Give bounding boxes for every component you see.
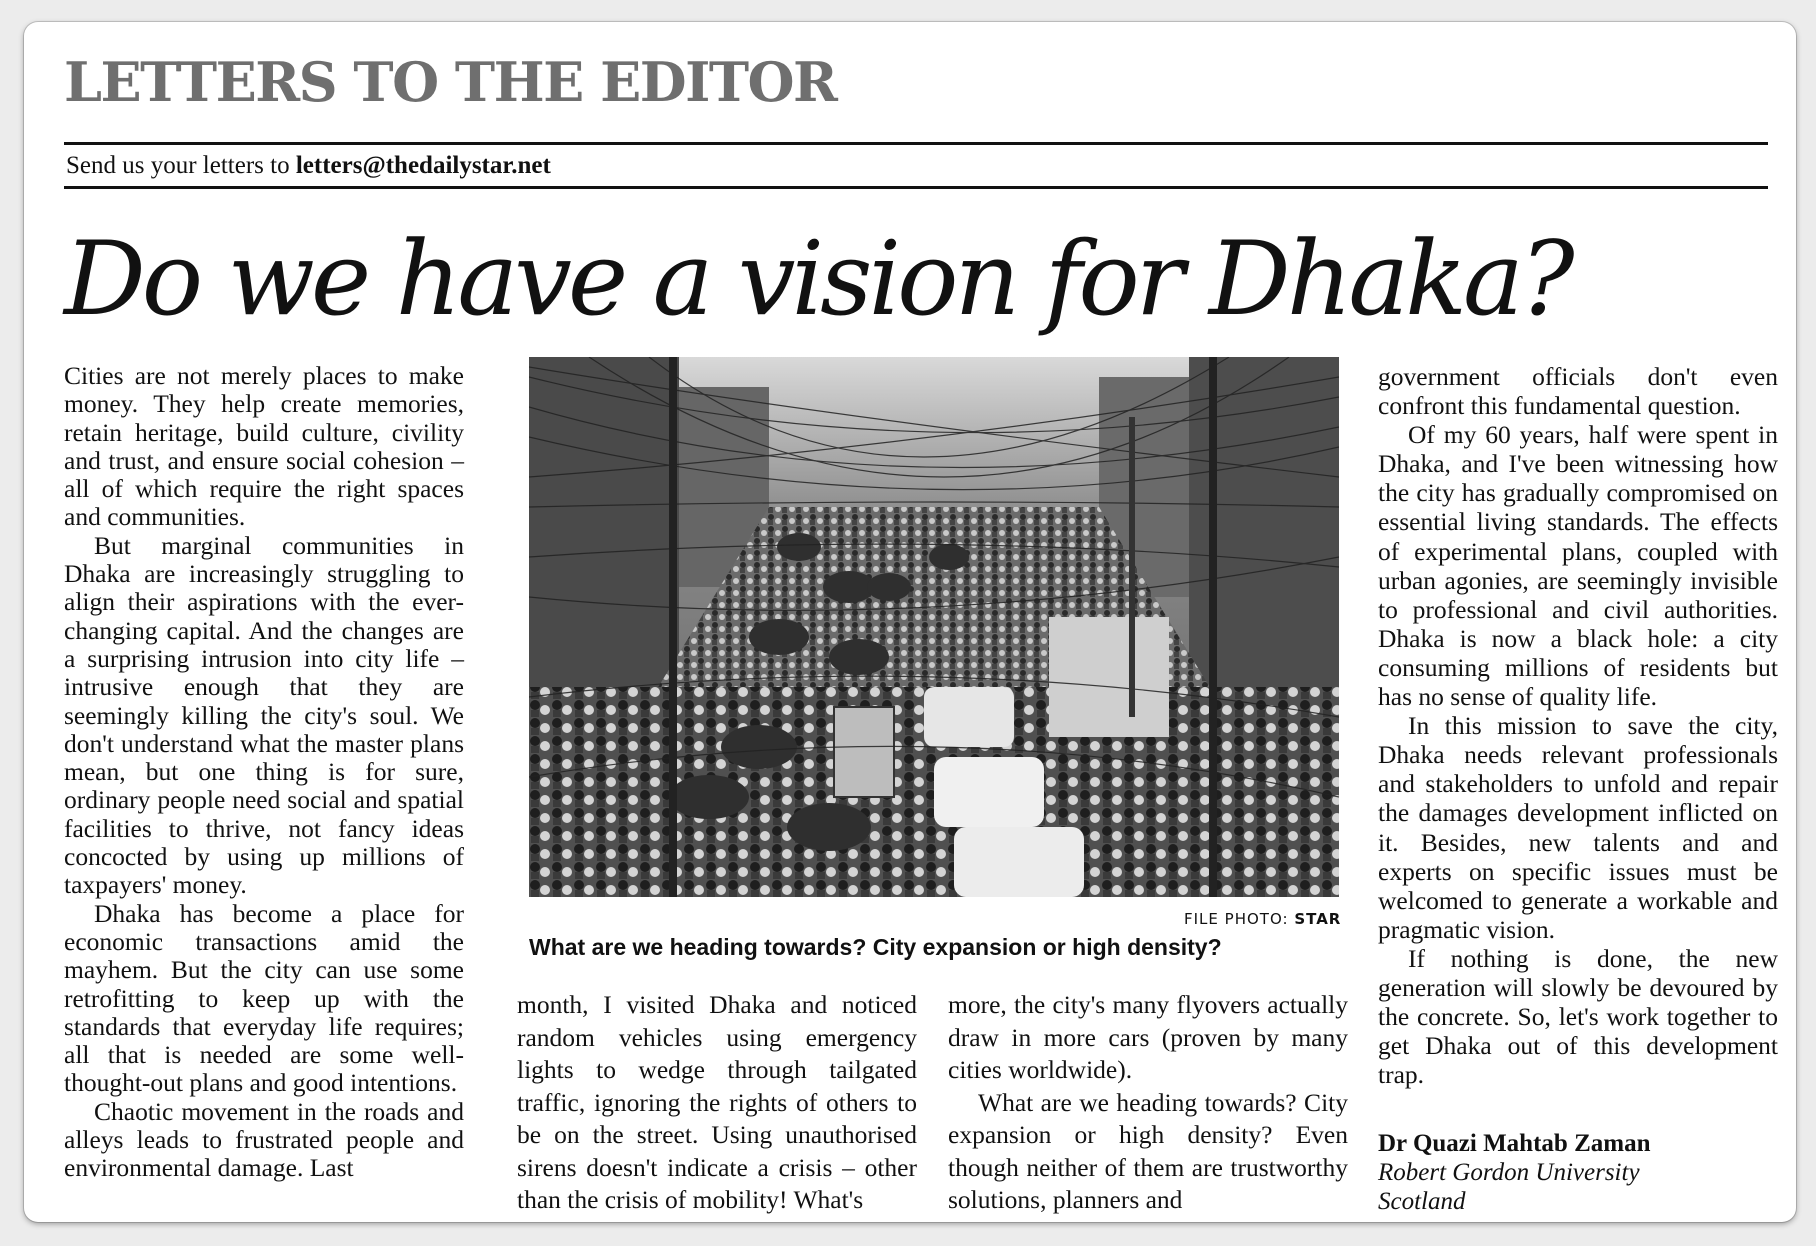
- author-affiliation: Robert Gordon University: [1378, 1159, 1640, 1186]
- paragraph: If nothing is done, the new generation will slowly be devoured by the concrete. So, let's work together to get Dhaka out of this development trap.: [1378, 943, 1778, 1090]
- author-country: Scotland: [1378, 1188, 1466, 1215]
- paragraph: month, I visited Dhaka and noticed random vehicles using emergency lights to wedge through tailgated traffic, ignoring the rights of others to be on the street. Using unauthorised sirens doesn't indicate a crisis – other than the crisis of mobility! What's: [517, 990, 917, 1214]
- column-2: [517, 989, 917, 1217]
- credit-source: STAR: [1294, 910, 1342, 928]
- paragraph: Chaotic movement in the roads and alleys leads to frustrated people and environmental damage. Last: [64, 1096, 464, 1183]
- paragraph: What are we heading towards? City expansion or high density? Even though neither of them are trustworthy solutions, planners and: [948, 1087, 1348, 1214]
- photo-caption: What are we heading towards? City expansion or high density?: [529, 934, 1222, 960]
- photo-credit: [1184, 910, 1341, 928]
- section-title: LETTERS TO THE EDITOR: [64, 50, 837, 114]
- headline: Do we have a vision for Dhaka?: [64, 220, 1571, 339]
- paragraph: But marginal communities in Dhaka are increasingly struggling to align their aspirations with the ever-changing capital. And the changes are a surprising intrusion into city life – intrusive enough that they are seemingly killing the city's soul. We don't understand what the master plans mean, but one thing is for sure, ordinary people need social and spatial facilities to thrive, not fancy ideas concocted by using up millions of taxpayers' money.: [64, 530, 464, 900]
- top-rule: [64, 142, 1768, 145]
- paragraph: more, the city's many flyovers actually draw in more cars (proven by many cities worldwide).: [948, 990, 1348, 1084]
- bottom-rule: [64, 186, 1768, 189]
- column-1: [64, 362, 464, 1183]
- paragraph: Of my 60 years, half were spent in Dhaka, and I've been witnessing how the city has gradually compromised on essential living standards. The effects of experimental plans, coupled with urban agonies, are seemingly invisible to professional and civil authorities. Dhaka is now a black hole: a city consuming millions of residents but has no sense of quality life.: [1378, 420, 1778, 712]
- credit-label: FILE PHOTO:: [1184, 910, 1295, 928]
- column-3: [948, 989, 1348, 1217]
- letters-email: letters@thedailystar.net: [295, 152, 551, 179]
- letter-content: [64, 22, 1778, 1222]
- letter-page: [24, 22, 1796, 1222]
- crowd-illustration: [529, 357, 1339, 897]
- paragraph: In this mission to save the city, Dhaka needs relevant professionals and stakeholders to unfold and repair the damages development inflicted on it. Besides, new talents and and experts on specific issues must be welcomed to generate a workable and pragmatic vision.: [1378, 711, 1778, 944]
- street-photo: [529, 357, 1339, 897]
- paragraph: Cities are not merely places to make money. They help create memories, retain heritage, build culture, civility and trust, and ensure social cohesion – all of which require the right spaces and communities.: [64, 361, 464, 532]
- column-4: [1378, 362, 1778, 1089]
- strap-prefix: Send us your letters to: [66, 152, 296, 179]
- author-name: Dr Quazi Mahtab Zaman: [1378, 1130, 1651, 1157]
- letters-strap: [66, 152, 551, 180]
- paragraph: Dhaka has become a place for economic transactions amid the mayhem. But the city can use some retrofitting to keep up with the standards that everyday life requires; all that is needed are some well-thought-out plans and good intentions.: [64, 898, 464, 1098]
- paragraph: government officials don't even confront this fundamental question.: [1378, 362, 1778, 421]
